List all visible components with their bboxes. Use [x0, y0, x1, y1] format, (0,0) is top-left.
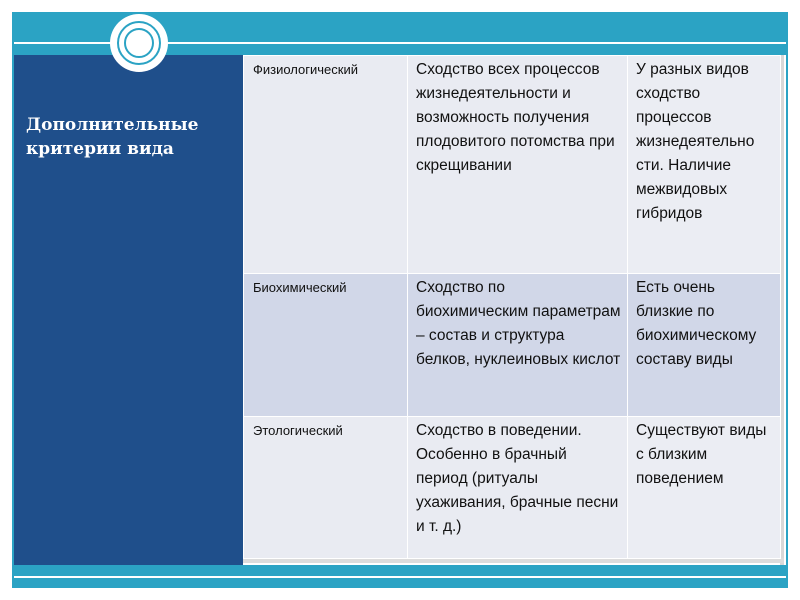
criterion-difference: Существуют виды с близким поведением	[628, 417, 781, 559]
criterion-difference: Есть очень близкие по биохимическому составу виды	[628, 274, 781, 417]
criterion-name: Биохимический	[244, 274, 408, 417]
criterion-description: Сходство в поведении. Особенно в брачный период (ритуалы ухаживания, брачные песни и т. д.)	[408, 417, 628, 559]
table-row-physiological	[244, 56, 781, 274]
decorative-ring-inner	[124, 28, 154, 58]
criterion-description: Сходство всех процессов жизнедеятельности и возможность получения плодовитого потомства при скрещивании	[408, 56, 628, 274]
bottom-divider-line	[14, 576, 786, 578]
criterion-description: Сходство по биохимическим параметрам – состав и структура белков, нуклеиновых кислот	[408, 274, 628, 417]
table-row-biochemical	[244, 274, 781, 417]
criteria-table	[243, 55, 781, 559]
criterion-difference: У разных видов сходство процессов жизнедеятельно сти. Наличие межвидовых гибридов	[628, 56, 781, 274]
table-row-ethological	[244, 417, 781, 559]
criterion-name: Этологический	[244, 417, 408, 559]
criterion-name: Физиологический	[244, 56, 408, 274]
slide-title: Дополнительные критерии вида	[26, 115, 199, 159]
